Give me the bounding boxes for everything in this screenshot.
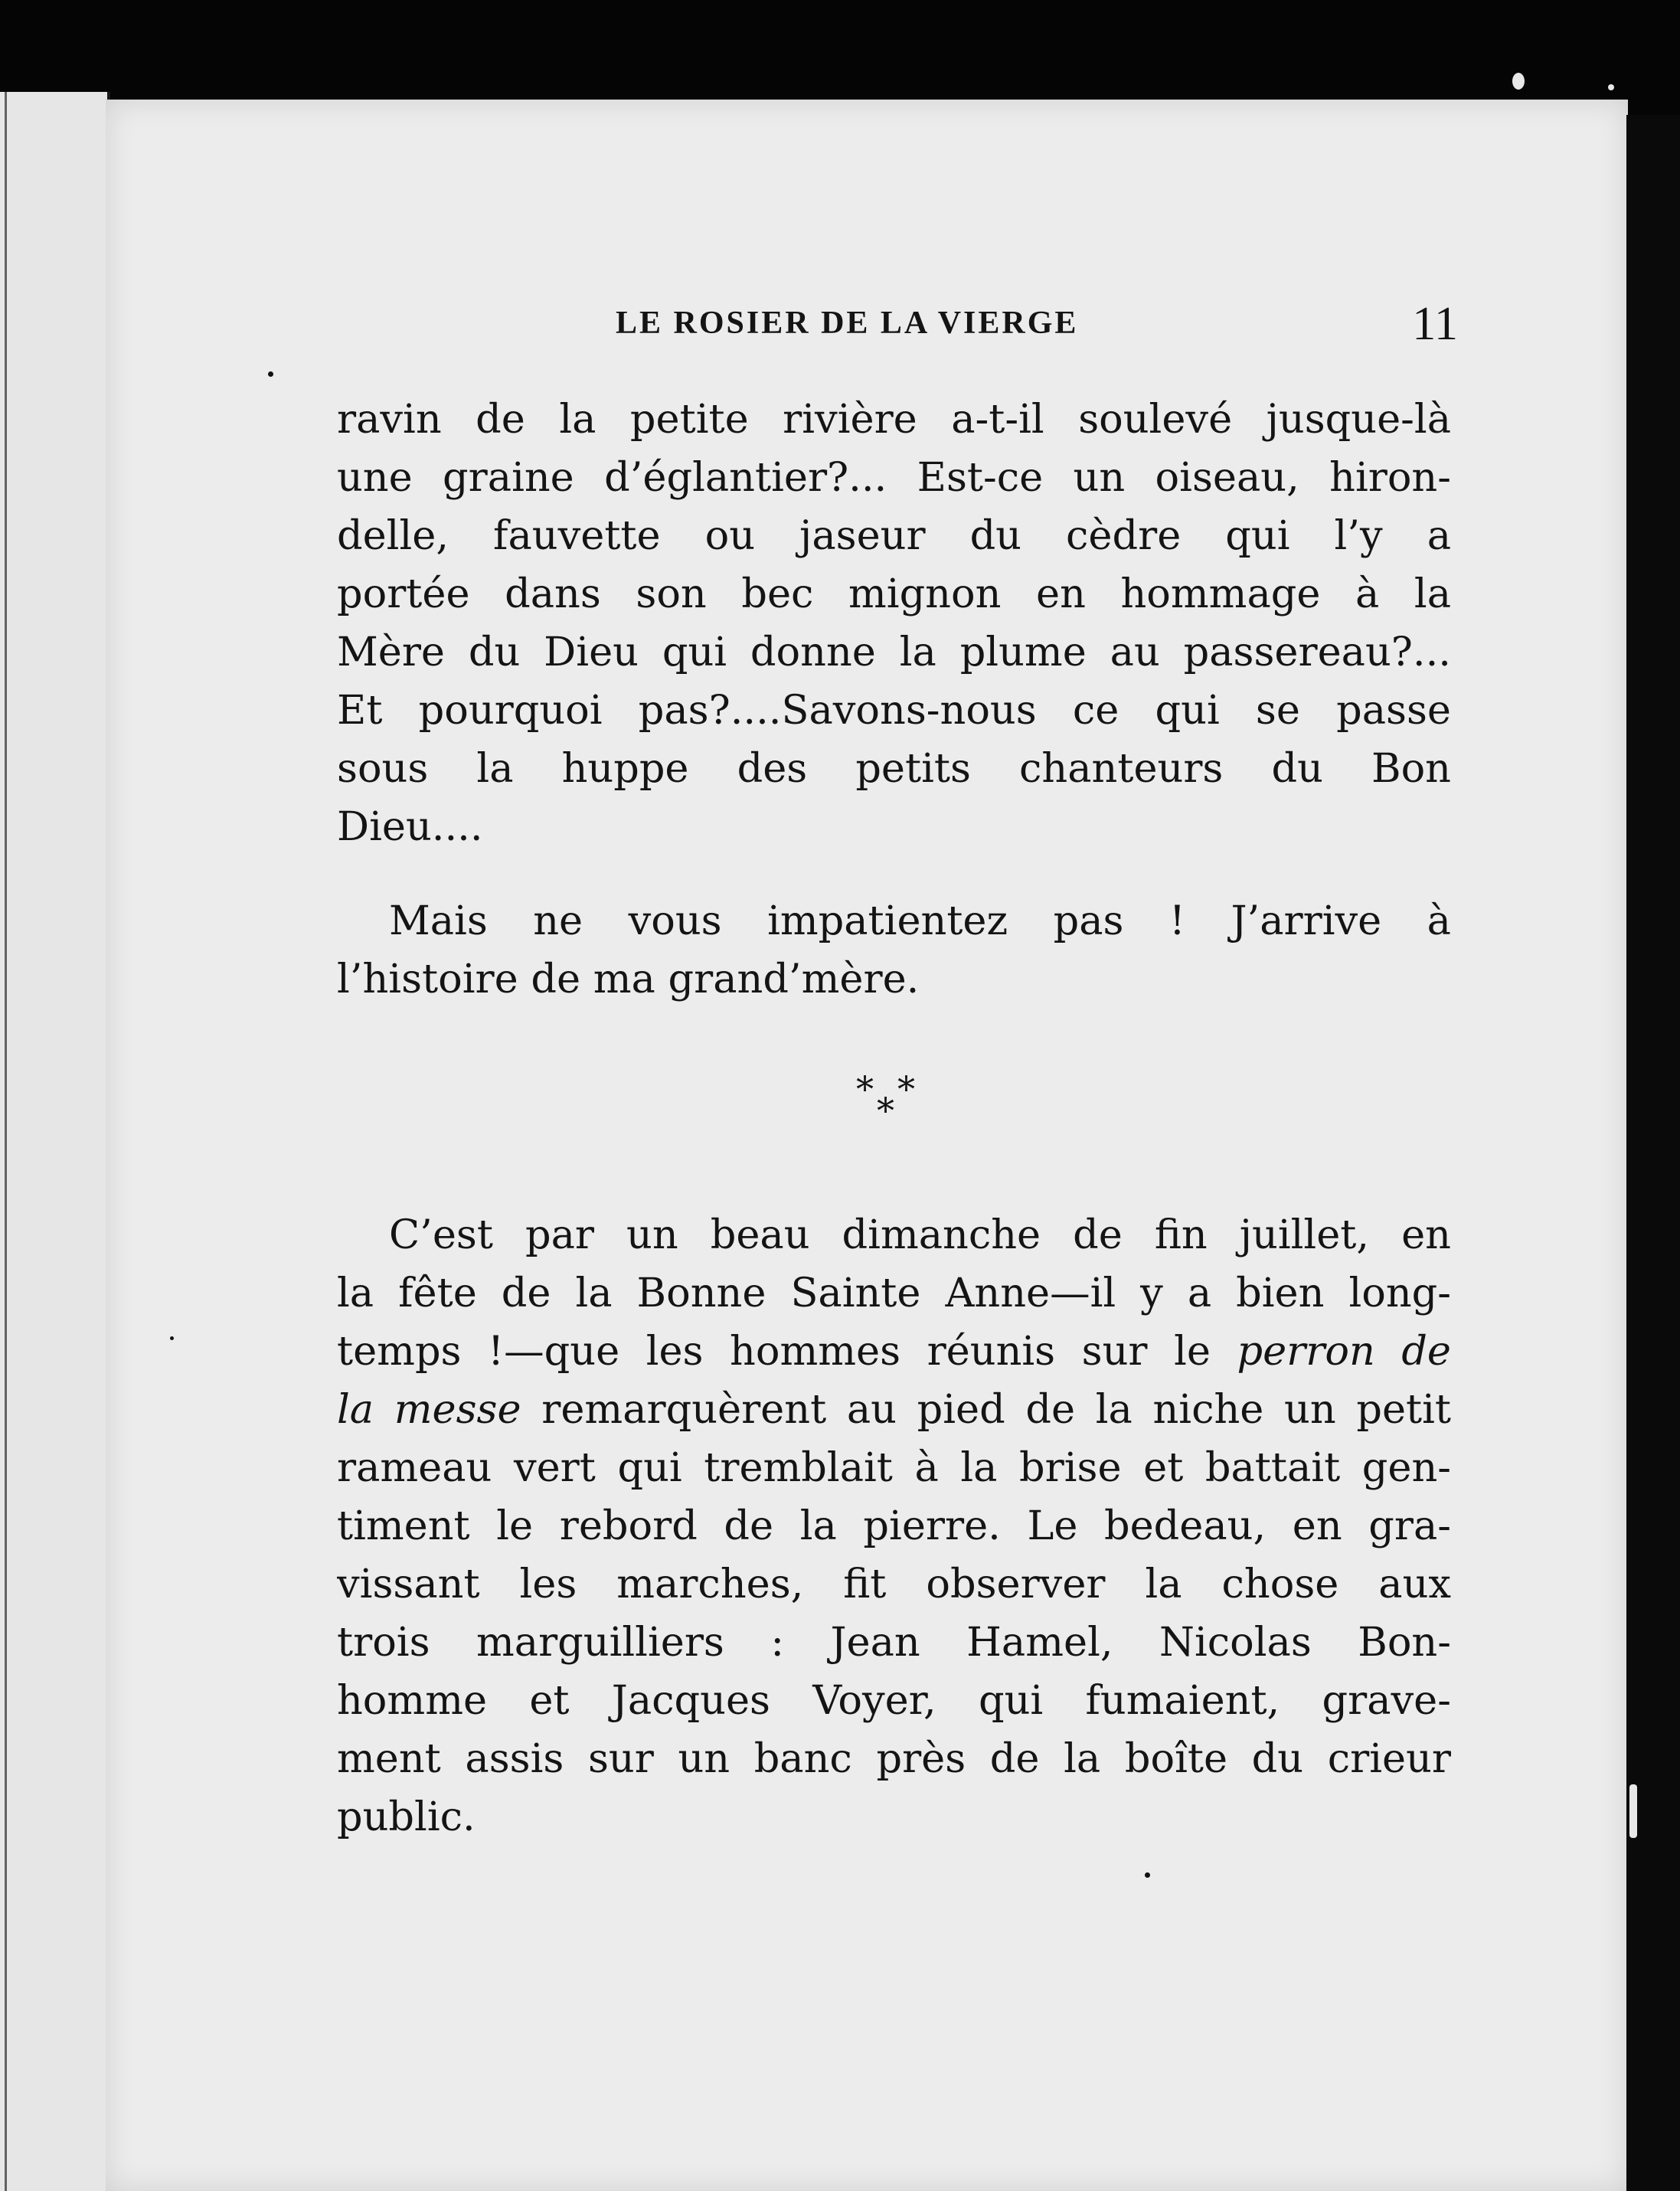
italic-phrase: perron de: [1237, 1328, 1451, 1375]
text-line: delle, fauvette ou jaseur du cèdre qui l’y a: [337, 512, 1451, 559]
text-line: timent le rebord de la pierre. Le bedeau, en gra-: [337, 1503, 1451, 1549]
text-line: [337, 1323, 1451, 1381]
page-number: 11: [1412, 298, 1458, 350]
text-line: Et pourquoi pas?....Savons-nous ce qui se passe: [337, 687, 1451, 734]
text-line: vissant les marches, fit observer la chose aux: [337, 1561, 1451, 1607]
left-page-edge: [0, 92, 110, 2191]
section-separator: [842, 1068, 927, 1137]
dust-speck: [1608, 84, 1614, 90]
text-line: trois marguilliers : Jean Hamel, Nicolas Bon-: [337, 1619, 1451, 1666]
separator-star: *: [877, 1090, 894, 1131]
separator-star: *: [856, 1068, 874, 1110]
text-line: [337, 1381, 1451, 1439]
text-line: portée dans son bec mignon en hommage à la: [337, 571, 1451, 617]
right-background-edge: [1626, 115, 1680, 2191]
text-segment: temps !—que les hommes réunis sur le: [337, 1328, 1237, 1375]
gutter-line: [5, 92, 7, 2191]
dust-speck: [170, 1336, 174, 1340]
text-line: Mais ne vous impatientez pas ! J’arrive à: [389, 898, 1451, 944]
text-line: la fête de la Bonne Sainte Anne—il y a bien long-: [337, 1270, 1451, 1316]
text-line: l’histoire de ma grand’mère.: [337, 956, 920, 1002]
running-header: [616, 298, 1458, 358]
text-line: ment assis sur un banc près de la boîte du crieur: [337, 1735, 1451, 1782]
paragraph-transition: [337, 892, 1451, 1009]
paragraph-continuation: [337, 391, 1451, 856]
text-line: une graine d’églantier?... Est-ce un oiseau, hiron-: [337, 454, 1451, 501]
text-line: public.: [337, 1794, 476, 1840]
separator-star: *: [897, 1068, 915, 1110]
dust-speck: [268, 371, 273, 377]
running-title: LE ROSIER DE LA VIERGE: [616, 306, 1079, 341]
dust-speck: [1145, 1872, 1150, 1878]
text-line: Mère du Dieu qui donne la plume au passereau?...: [337, 629, 1451, 675]
text-line: sous la huppe des petits chanteurs du Bon: [337, 745, 1451, 792]
text-segment: remarquèrent au pied de la niche un petit: [521, 1386, 1451, 1433]
dust-speck: [1629, 1784, 1637, 1838]
text-line: homme et Jacques Voyer, qui fumaient, grave-: [337, 1677, 1451, 1724]
text-line: Dieu....: [337, 803, 483, 850]
text-line: ravin de la petite rivière a-t-il soulevé jusque-là: [337, 396, 1451, 443]
paragraph-story: [337, 1206, 1451, 1846]
text-line: rameau vert qui tremblait à la brise et battait gen-: [337, 1444, 1451, 1491]
dust-speck: [1512, 73, 1525, 90]
text-line: C’est par un beau dimanche de fin juillet, en: [389, 1212, 1451, 1258]
italic-phrase: la messe: [337, 1386, 521, 1433]
